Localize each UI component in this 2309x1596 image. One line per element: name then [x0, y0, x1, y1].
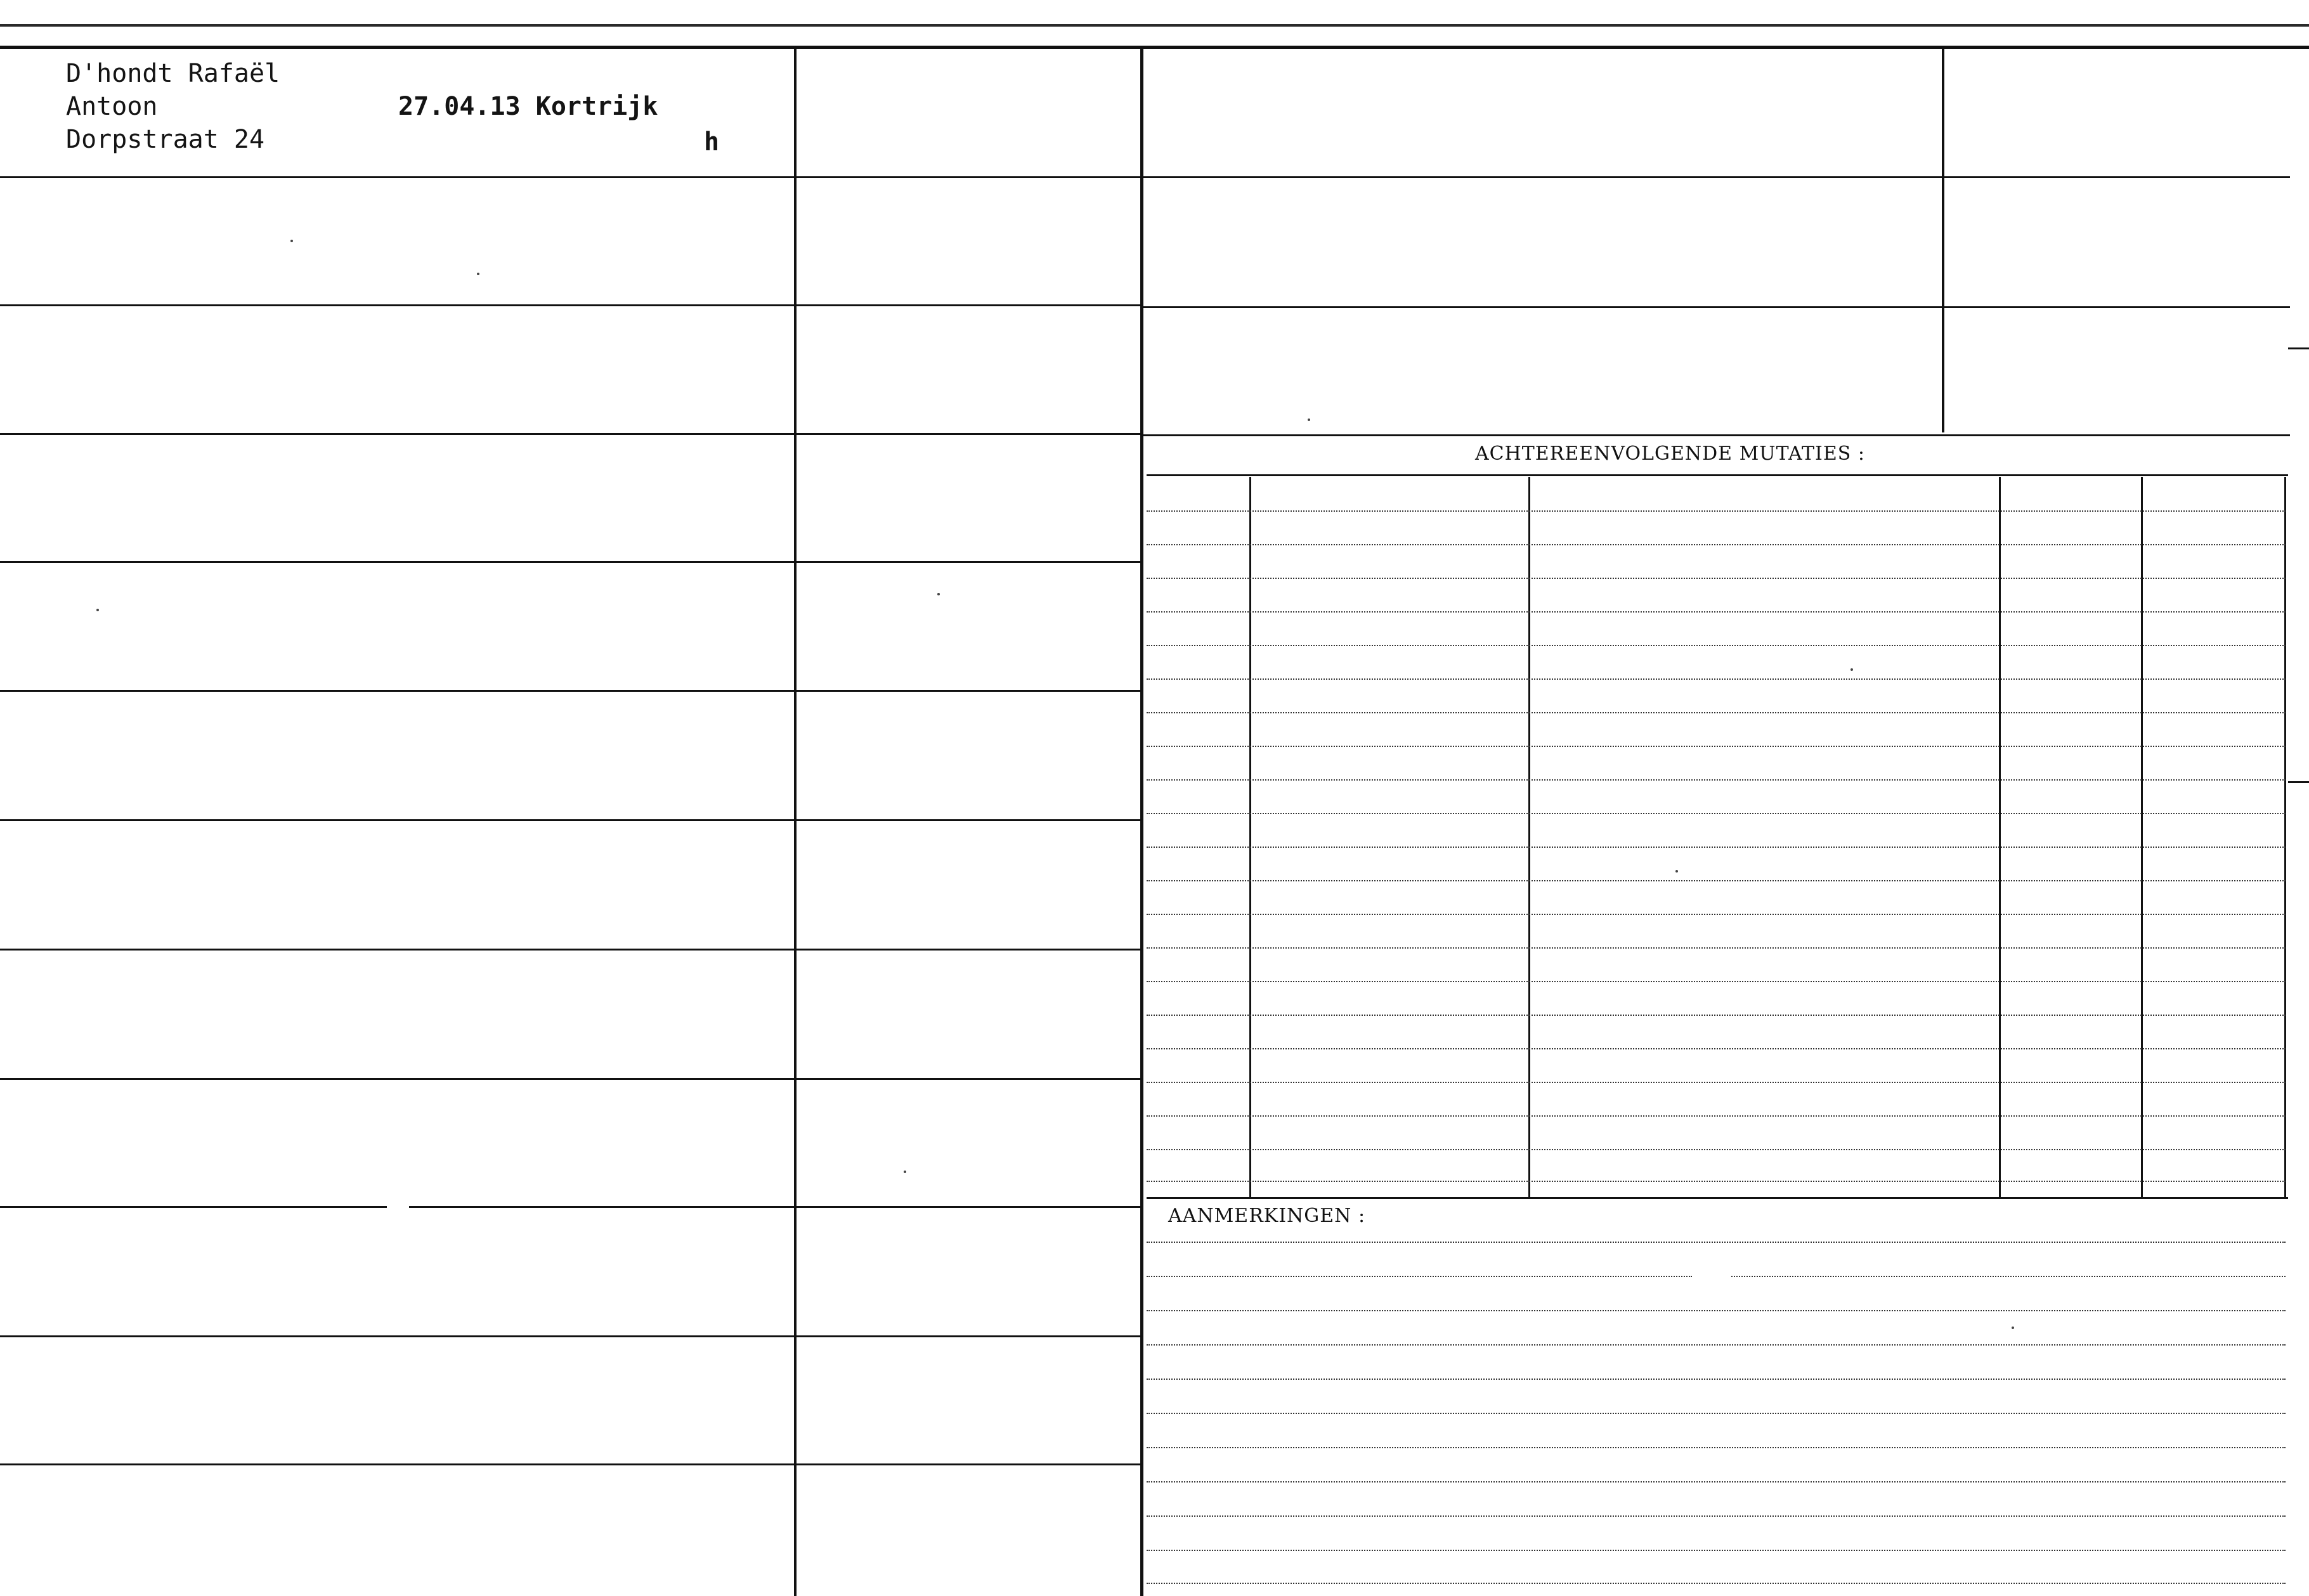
row-line-10 — [0, 1335, 1140, 1337]
mutation-row — [1147, 813, 2286, 814]
mutations-col-4 — [2141, 477, 2143, 1197]
mutation-row — [1147, 1015, 2286, 1016]
scan-speck — [2012, 1327, 2014, 1329]
remarks-title: AANMERKINGEN : — [1168, 1205, 1366, 1227]
person-second-name: Antoon — [66, 92, 158, 121]
mutations-bottom-line — [1147, 1197, 2288, 1199]
mutation-row — [1147, 1181, 2286, 1182]
scan-speck — [1308, 418, 1310, 421]
scan-speck — [477, 273, 479, 275]
row-line-9b — [409, 1206, 1140, 1208]
remarks-line — [1147, 1310, 2286, 1311]
sex-marker: h — [704, 127, 720, 157]
mutation-row — [1147, 779, 2286, 781]
mutations-col-3 — [1999, 477, 2001, 1197]
mutation-row — [1147, 611, 2286, 613]
remarks-line — [1147, 1276, 1692, 1277]
left-column-divider — [794, 49, 797, 1596]
card-top-edge — [0, 24, 2309, 27]
mutation-row — [1147, 1149, 2286, 1150]
mutation-row — [1147, 947, 2286, 949]
scan-speck — [96, 609, 99, 611]
right-top-divider — [1942, 49, 1944, 432]
row-line-7 — [0, 949, 1140, 950]
remarks-line — [1147, 1515, 2286, 1517]
right-row-line-2 — [1143, 306, 2290, 308]
mutation-row — [1147, 746, 2286, 747]
scan-speck — [1850, 668, 1853, 671]
remarks-line — [1147, 1481, 2286, 1482]
right-row-line-3 — [1143, 434, 2290, 436]
row-line-4 — [0, 561, 1140, 563]
row-line-5 — [0, 690, 1140, 692]
scan-speck — [937, 593, 940, 595]
mutation-row — [1147, 914, 2286, 915]
person-address: Dorpstraat 24 — [66, 125, 265, 154]
scan-speck — [904, 1171, 906, 1173]
remarks-line — [1147, 1583, 2286, 1584]
edge-tick-2 — [2288, 781, 2309, 783]
mutations-title: ACHTEREENVOLGENDE MUTATIES : — [1475, 443, 1865, 465]
header-rule — [0, 46, 2309, 49]
mutations-col-5 — [2284, 477, 2286, 1197]
mutation-row — [1147, 880, 2286, 881]
mutation-row — [1147, 678, 2286, 680]
remarks-line — [1147, 1344, 2286, 1346]
remarks-line — [1147, 1550, 2286, 1551]
row-line-6 — [0, 819, 1140, 821]
mutation-row — [1147, 1082, 2286, 1083]
person-name: D'hondt Rafaël — [66, 59, 280, 88]
mutations-col-2 — [1528, 477, 1530, 1197]
mutation-row — [1147, 981, 2286, 982]
remarks-line — [1147, 1447, 2286, 1448]
remarks-line — [1731, 1276, 2286, 1277]
mutations-top-line — [1147, 474, 2288, 476]
mutation-row — [1147, 847, 2286, 848]
mutation-row — [1147, 510, 2286, 512]
mutations-col-1 — [1249, 477, 1251, 1197]
center-column-divider — [1140, 49, 1143, 1596]
row-line-1 — [0, 176, 1140, 178]
remarks-line — [1147, 1413, 2286, 1414]
edge-tick-1 — [2288, 347, 2309, 349]
row-line-3 — [0, 433, 1140, 435]
mutation-row — [1147, 712, 2286, 713]
row-line-8 — [0, 1078, 1140, 1080]
right-row-line-1 — [1143, 176, 2290, 178]
mutation-row — [1147, 645, 2286, 646]
remarks-line — [1147, 1242, 2286, 1243]
row-line-9a — [0, 1206, 387, 1208]
mutation-row — [1147, 1115, 2286, 1117]
scan-speck — [290, 240, 293, 242]
row-line-2 — [0, 304, 1140, 306]
birth-date-place: 27.04.13 Kortrijk — [398, 92, 658, 121]
remarks-line — [1147, 1379, 2286, 1380]
row-line-11 — [0, 1463, 1140, 1465]
scan-speck — [1675, 870, 1678, 873]
mutation-row — [1147, 1048, 2286, 1049]
mutation-row — [1147, 578, 2286, 579]
mutation-row — [1147, 544, 2286, 545]
